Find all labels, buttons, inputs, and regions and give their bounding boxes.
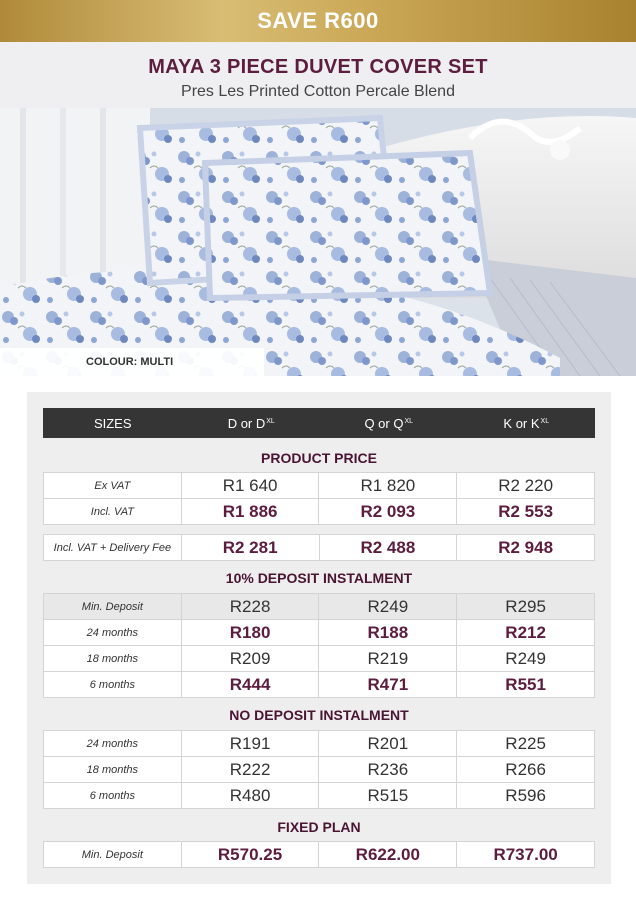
price-cell: R2 281 [181, 535, 319, 561]
colour-label: COLOUR: MULTI [0, 348, 264, 376]
delivery-price-table [43, 534, 595, 561]
no-deposit-instalment-table [43, 730, 595, 809]
price-cell: R236 [319, 757, 457, 783]
price-cell: R551 [457, 672, 595, 698]
row-label: 18 months [44, 757, 182, 783]
sizes-header-row [43, 408, 595, 438]
product-price-title: PRODUCT PRICE [261, 450, 377, 466]
size-header-queen-base: Q or Q [364, 415, 404, 431]
price-cell: R2 220 [457, 473, 595, 499]
price-cell: R471 [319, 672, 457, 698]
fixed-plan-table [43, 841, 595, 868]
row-label: 24 months [44, 620, 182, 646]
table-row [44, 731, 595, 757]
duvet-illustration [0, 108, 636, 376]
price-cell: R2 488 [319, 535, 457, 561]
price-cell: R480 [181, 783, 319, 809]
price-cell: R266 [457, 757, 595, 783]
size-header-double-sup: XL [266, 417, 275, 425]
row-label: 18 months [44, 646, 182, 672]
product-title-area [0, 42, 636, 108]
price-cell: R1 640 [181, 473, 319, 499]
table-row [44, 783, 595, 809]
fixed-plan-title: FIXED PLAN [277, 819, 361, 835]
price-cell: R228 [181, 594, 319, 620]
table-row [44, 594, 595, 620]
table-row [44, 672, 595, 698]
table-row [44, 757, 595, 783]
no-deposit-instalment-title: NO DEPOSIT INSTALMENT [229, 707, 409, 723]
price-cell: R222 [181, 757, 319, 783]
table-row [44, 842, 595, 868]
price-cell: R444 [181, 672, 319, 698]
price-cell: R2 093 [319, 499, 457, 525]
price-cell: R515 [319, 783, 457, 809]
size-header-double [183, 408, 321, 438]
price-cell: R2 948 [457, 535, 595, 561]
row-label: 6 months [44, 783, 182, 809]
price-cell: R295 [457, 594, 595, 620]
price-cell: R209 [181, 646, 319, 672]
price-cell: R191 [181, 731, 319, 757]
price-cell: R212 [457, 620, 595, 646]
row-label: 24 months [44, 731, 182, 757]
product-price-table [43, 472, 595, 525]
size-header-king [458, 408, 596, 438]
price-cell: R180 [181, 620, 319, 646]
price-cell: R225 [457, 731, 595, 757]
deposit-instalment-title: 10% DEPOSIT INSTALMENT [225, 570, 413, 586]
size-header-queen [320, 408, 458, 438]
table-row [44, 499, 595, 525]
row-label: Incl. VAT [44, 499, 182, 525]
table-row [44, 473, 595, 499]
size-header-king-sup: XL [540, 417, 550, 425]
row-label: Ex VAT [44, 473, 182, 499]
size-header-king-base: K or K [503, 415, 540, 431]
product-title: MAYA 3 PIECE DUVET COVER SET [148, 56, 488, 78]
price-cell: R249 [457, 646, 595, 672]
table-row [44, 535, 595, 561]
price-cell: R249 [319, 594, 457, 620]
price-cell: R219 [319, 646, 457, 672]
price-cell: R2 553 [457, 499, 595, 525]
size-header-double-base: D or D [227, 415, 266, 431]
product-photo [0, 108, 636, 376]
table-row [44, 620, 595, 646]
price-cell: R570.25 [181, 842, 319, 868]
save-banner [0, 0, 636, 42]
row-label: Min. Deposit [44, 842, 182, 868]
price-cell: R737.00 [457, 842, 595, 868]
price-cell: R1 820 [319, 473, 457, 499]
price-cell: R1 886 [181, 499, 319, 525]
deposit-instalment-table [43, 593, 595, 698]
table-row [44, 646, 595, 672]
price-cell: R622.00 [319, 842, 457, 868]
row-label: 6 months [44, 672, 182, 698]
save-banner-text: SAVE R600 [257, 8, 379, 33]
price-cell: R188 [319, 620, 457, 646]
product-subtitle: Pres Les Printed Cotton Percale Blend [181, 83, 455, 100]
sizes-header: SIZES [93, 415, 132, 431]
size-header-queen-sup: XL [404, 417, 414, 425]
row-label: Incl. VAT + Delivery Fee [44, 535, 182, 561]
row-label: Min. Deposit [44, 594, 182, 620]
pricing-card [27, 392, 611, 884]
price-cell: R596 [457, 783, 595, 809]
price-cell: R201 [319, 731, 457, 757]
